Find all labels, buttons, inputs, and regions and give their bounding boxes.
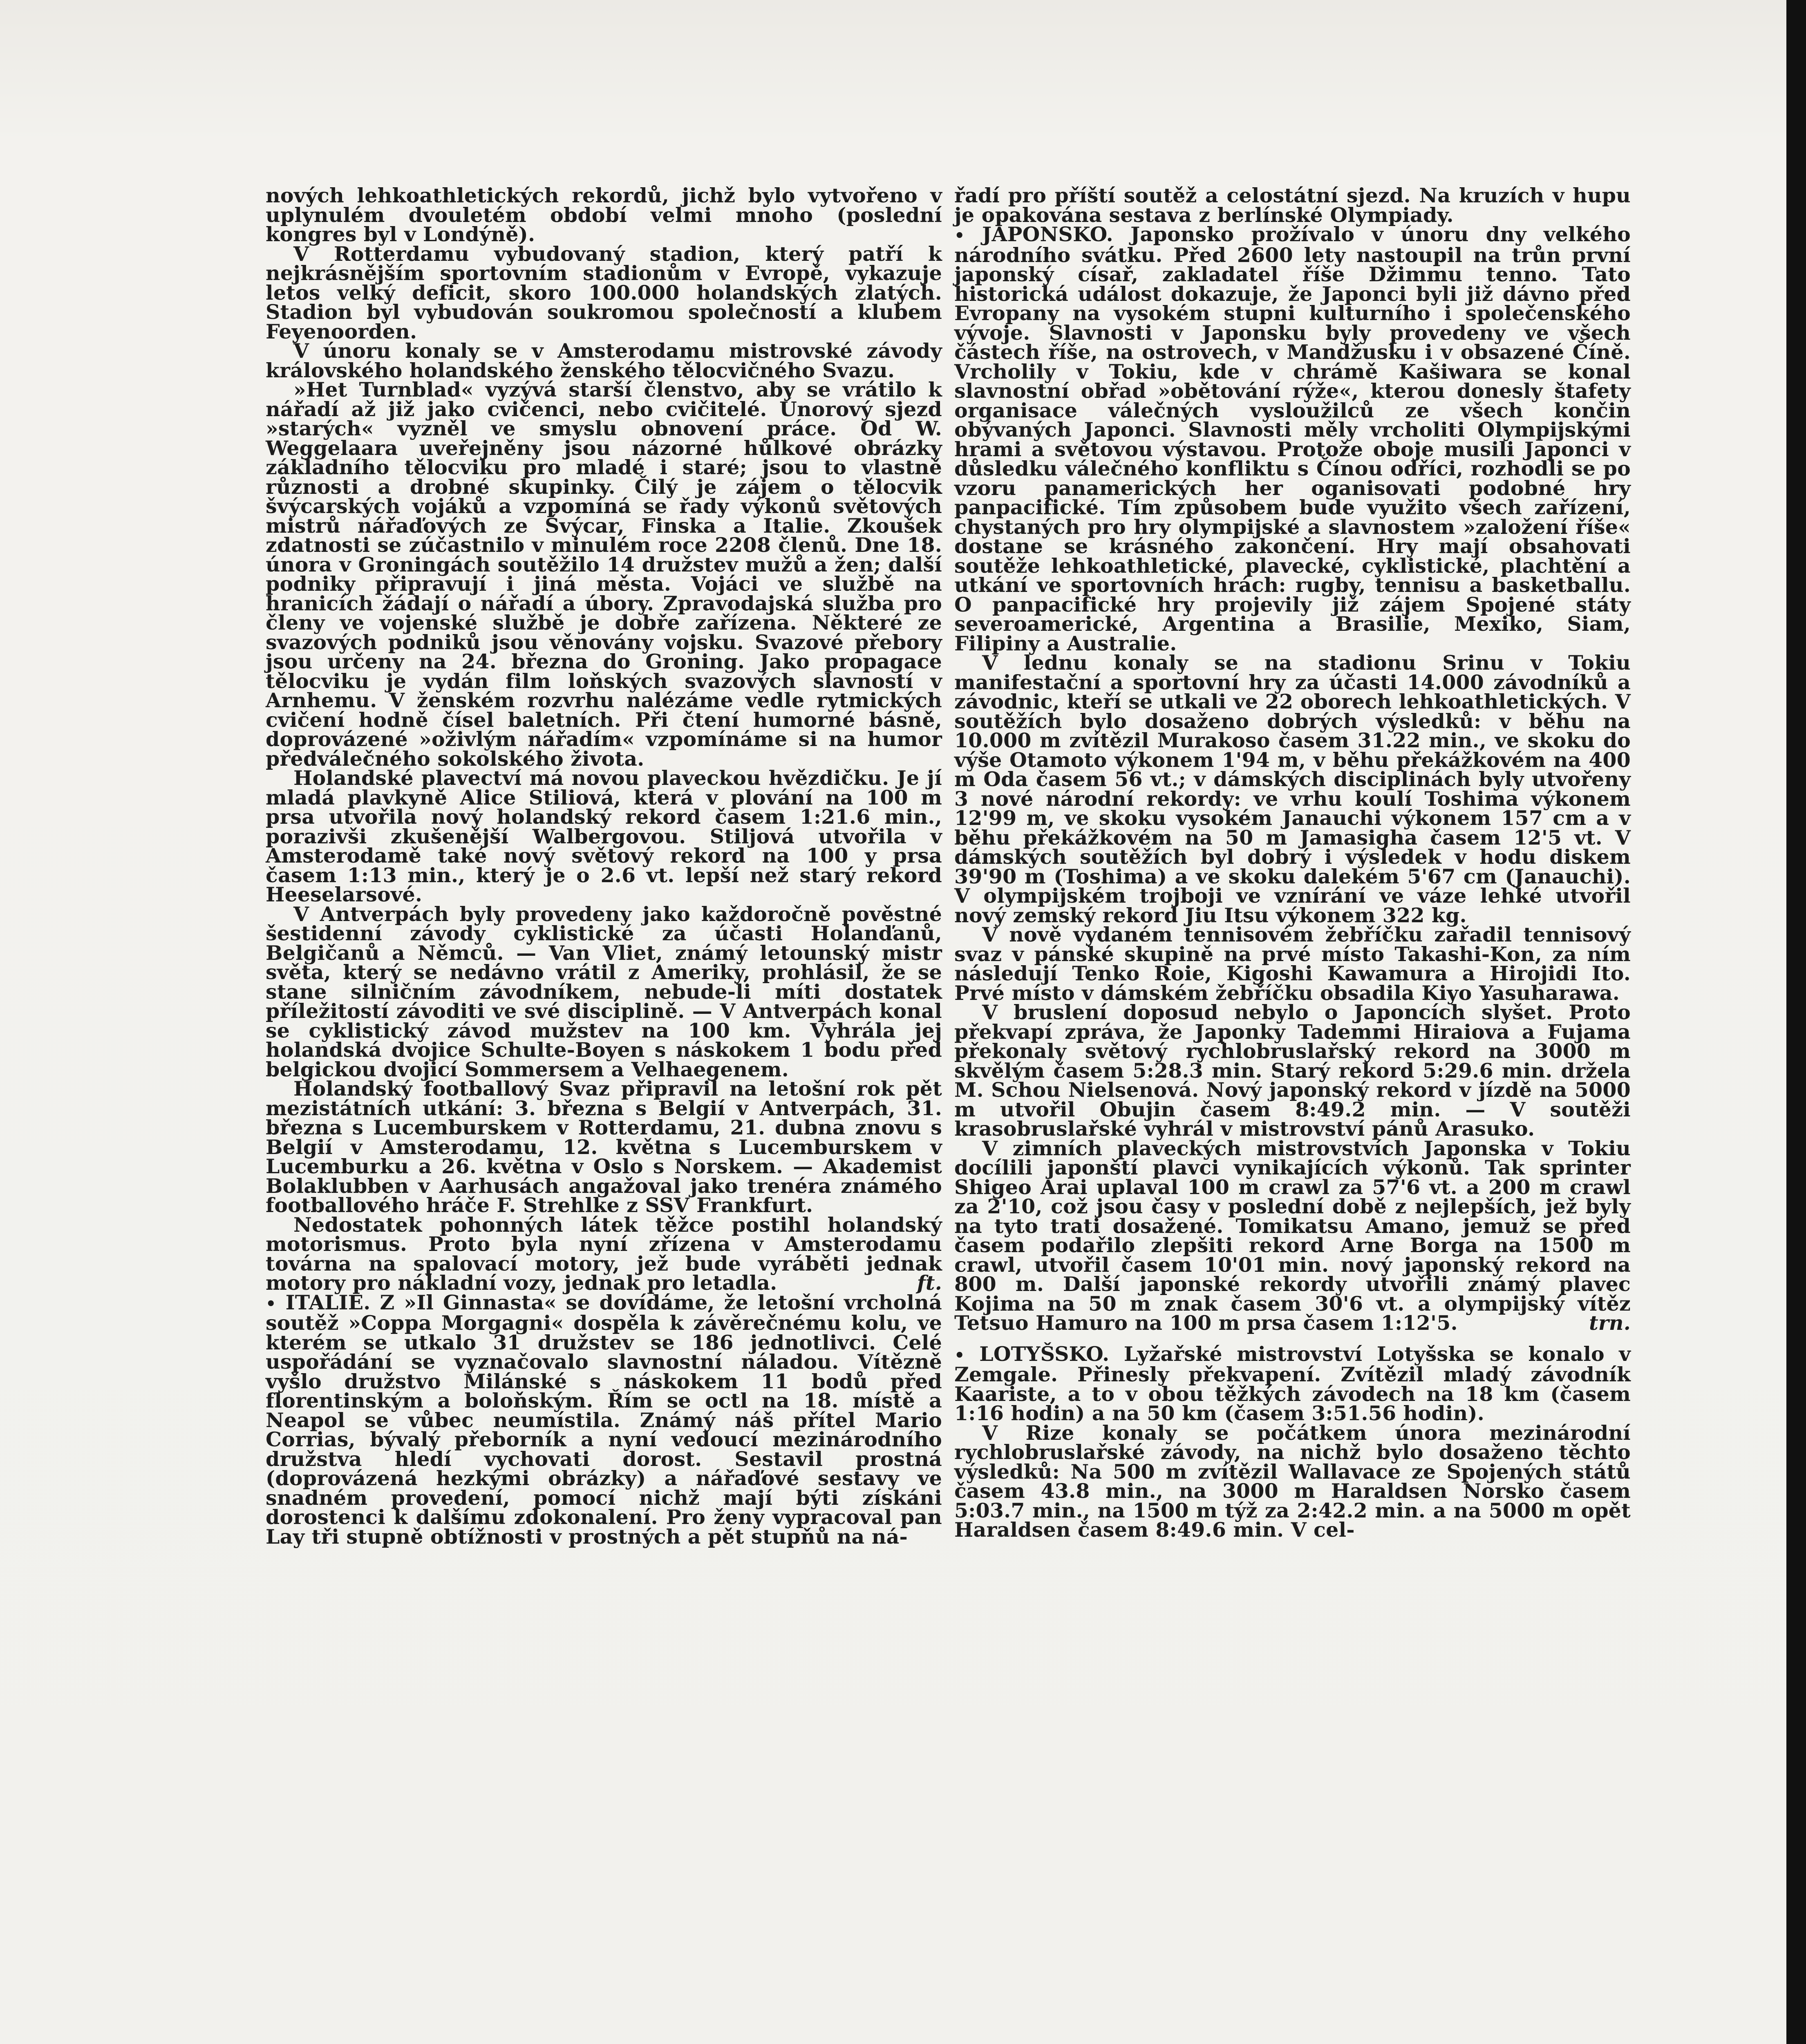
section-latvia [954, 1342, 1631, 1425]
bullet-icon: • [954, 226, 965, 245]
section-japan [954, 222, 1631, 655]
paragraph: V únoru konaly se v Amsterodamu mistrovské závody královského holandského ženského tělocvičného Svazu. [266, 339, 942, 382]
paragraph: Holandský footballový Svaz připravil na letošní rok pět mezistátních utkání: 3. března s Belgií v Antverpách, 31. března s Lucemburskem v Rotterdamu, 21. dubna znovu s Belgií v Amsterodamu, 12. května s Lucemburskem v Lucemburku a 26. května v Oslo s Norskem. — Akademist Bolaklubben v Aarhusách angažoval jako trenéra známého footballového hráče F. Strehlke z SSV Frankfurt. [266, 1077, 942, 1217]
left-column [266, 184, 942, 1549]
scan-edge [1786, 0, 1806, 2044]
section-label: LOTYŠSKO. [979, 1342, 1110, 1366]
paragraph: V Rize konaly se počátkem února mezinárodní rychlobruslařské závody, na nichž bylo dosaženo těchto výsledků: Na 500 m zvítězil Wallavace ze Spojených států časem 43.8 min., na 3000 m Haraldsen Norsko časem 5:03.7 min., na 1500 m týž za 2:42.2 min. a na 5000 m opět Haraldsen časem 8:49.6 min. V cel- [954, 1421, 1631, 1542]
paragraph: V lednu konaly se na stadionu Srinu v Tokiu manifestační a sportovní hry za účasti 14.000 závodníků a závodnic, kteří se utkali ve 22 oborech lehkoathletických. V soutěžích bylo dosaženo dobrých výsledků: v běhu na 10.000 m zvítězil Murakoso časem 31.22 min., ve skoku do výše Otamoto výkonem 1'94 m, v běhu překážkovém na 400 m Oda časem 56 vt.; v dámských disciplinách byly utvořeny 3 nové národní rekordy: ve vrhu koulí Toshima výkonem 12'99 m, ve skoku vysokém Janauchi výkonem 157 cm a v běhu překážkovém na 50 m Jamasigha časem 12'5 vt. V dámských soutěžích byl dobrý i výsledek v hodu diskem 39'90 m (Toshima) a ve skoku dalekém 5'67 cm (Janauchi). V olympijském trojboji ve vznírání ve váze lehké utvořil nový zemský rekord Jiu Itsu výkonem 322 kg. [954, 651, 1631, 927]
paragraph: V Antverpách byly provedeny jako každoročně pověstné šestidenní závody cyklistické za účasti Holanďanů, Belgičanů a Němců. — Van Vliet, známý letounský mistr světa, který se nedávno vrátil z Ameriky, prohlásil, že se stane silničním závodníkem, nebude-li míti dostatek příležitostí závoditi ve své disciplině. — V Antverpách konal se cyklistický závod mužstev na 100 km. Vyhrála jej holandská dvojice Schulte-Boyen s náskokem 1 bodu před belgickou dvojicí Sommersem a Velhaegenem. [266, 902, 942, 1081]
paragraph: řadí pro příští soutěž a celostátní sjezd. Na kruzích v hupu je opakována sestava z berlínské Olympiady. [954, 184, 1631, 227]
paragraph: V nově vydaném tennisovém žebříčku zařadil tennisový svaz v pánské skupině na prvé místo Takashi-Kon, za ním následují Tenko Roie, Kigoshi Kawamura a Hirojidi Ito. Prvé místo v dámském žebříčku obsadila Kiyo Yasuharawa. [954, 923, 1631, 1005]
paragraph [266, 1215, 942, 1293]
paragraph-text: V zimních plaveckých mistrovstvích Japonska v Tokiu docílili japonští plavci vynikajících výkonů. Tak sprinter Shigeo Arai uplaval 100 m crawl za 57'6 vt. a 200 m crawl za 2'10, což jsou časy v poslední době z nejlepších, jež byly na tyto trati dosažené. Tomikatsu Amano, jemuž se před časem podařilo zlepšiti rekord Arne Borga na 1500 m crawl, utvořil časem 10'01 min. nový japonský rekord na 800 m. Další japonské rekordy utvořili známý plavec Kojima na 50 m znak časem 30'6 vt. a olympijský vítěz Tetsuo Hamuro na 100 m prsa časem 1:12'5. [954, 1136, 1631, 1335]
paragraph: V bruslení doposud nebylo o Japoncích slyšet. Proto překvapí zpráva, že Japonky Tademmi Hiraiova a Fujama překonaly světový rychlobruslařský rekord na 3000 m skvělým časem 5:28.3 min. Starý rekord 5:29.6 min. držela M. Schou Nielsenová. Nový japonský rekord v jízdě na 5000 m utvořil Obujin časem 8:49.2 min. — V soutěži krasobruslařské vyhrál v mistrovství pánů Arasuko. [954, 1000, 1631, 1141]
section-text: Lyžařské mistrovství Lotyšska se konalo v Zemgale. Přinesly překvapení. Zvítězil mladý závodník Kaariste, a to v obou těžkých závodech na 18 km (časem 1:16 hodin) a na 50 km (časem 3:51.56 hodin). [954, 1342, 1631, 1425]
section-label: JAPONSKO. [982, 222, 1113, 246]
paragraph: »Het Turnblad« vyzývá starší členstvo, aby se vrátilo k nářadí až již jako cvičenci, nebo cvičitelé. Únorový sjezd »starých« vyzněl ve smyslu obnovení práce. Od W. Weggelaara uveřejněny jsou názorné hůlkové obrázky základního tělocviku pro mladé i staré; jsou to vlastně různosti a drobné skupinky. Čilý je zájem o tělocvik švýcarských vojáků a vzpomíná se řady výkonů světových mistrů nářaďových ze Švýcar, Finska a Italie. Zkoušek zdatnosti se zúčastnilo v minulém roce 2208 členů. Dne 18. února v Groningách soutěžilo 14 družstev mužů a žen; další podniky připravují i jiná města. Vojáci ve službě na hranicích žádají o nářadí a úbory. Zpravodajská služba pro členy ve vojenské službě je dobře zařízena. Některé ze svazových podniků jsou věnovány vojsku. Svazové přebory jsou určeny na 24. března do Groning. Jako propagace tělocviku je vydán film loňských svazových slavností v Arnhemu. V ženském rozvrhu nalézáme vedle rytmických cvičení hodně čísel baletních. Při čtení humorné básně, doprovázené »oživlým nářadím« vzpomínáme si na humor předválečného sokolského života. [266, 378, 942, 771]
section-text: Z »Il Ginnasta« se dovídáme, že letošní vrcholná soutěž »Coppa Morgagni« dospěla k závěrečnému kolu, ve kterém se utkalo 31 družstev se 186 jednotlivci. Celé uspořádání se vyznačovalo slavnostní náladou. Vítězně vyšlo družstvo Milánské s náskokem 11 bodů před florentinským a boloňským. Řím se octl na 18. místě a Neapol se vůbec neumístila. Známý náš přítel Mario Corrias, bývalý přeborník a nyní vedoucí mezinárodního družstva hledí vychovati dorost. Sestavil prostná (doprovázená hezkými obrázky) a nářaďové sestavy ve snadném provedení, pomocí nichž mají býti získáni dorostenci k dalšímu zdokonalení. Pro ženy vypracoval pan Lay tři stupně obtížnosti v prostných a pět stupňů na ná- [266, 1290, 942, 1549]
bullet-icon: • [954, 1345, 965, 1365]
author-signature: ft. [917, 1271, 942, 1295]
paragraph: Holandské plavectví má novou plaveckou hvězdičku. Je jí mladá plavkyně Alice Stiliová, která v plování na 100 m prsa utvořila nový holandský rekord časem 1:21.6 min., porazivši zkušenější Walbergovou. Stiljová utvořila v Amsterodamě také nový světový rekord na 100 y prsa časem 1:13 min., který je o 2.6 vt. lepší než starý rekord Heeselarsové. [266, 766, 942, 906]
paragraph: nových lehkoathletických rekordů, jichž bylo vytvořeno v uplynulém dvouletém období velmi mnoho (poslední kongres byl v Londýně). [266, 184, 942, 246]
right-column [954, 186, 1631, 1540]
section-label: ITALIE. [285, 1290, 371, 1314]
paragraph [954, 1136, 1631, 1335]
author-signature: trn. [1589, 1311, 1631, 1335]
paragraph: V Rotterdamu vybudovaný stadion, který patří k nejkrásnějším sportovním stadionům v Evropě, vykazuje letos velký deficit, skoro 100.000 holandských zlatých. Stadion byl vybudován soukromou společností a klubem Feyenoorden. [266, 242, 942, 343]
bullet-icon: • [266, 1294, 276, 1313]
paragraph-text: Nedostatek pohonných látek těžce postihl holandský motorismus. Proto byla nyní zřízena v Amsterodamu továrna na spalovací motory, jež bude vyráběti jednak motory pro nákladní vozy, jednak pro letadla. [266, 1213, 942, 1295]
section-text: Japonsko prožívalo v únoru dny velkého národního svátku. Před 2600 lety nastoupil na trůn první japonský císař, zakladatel říše Džimmu tenno. Tato historická událost dokazuje, že Japonci byli již dávno před Evropany na vysokém stupni kulturního i společenského vývoje. Slavnosti v Japonsku byly provedeny ve všech částech říše, na ostrovech, v Mandžusku i v obsazené Číně. Vrcholily v Tokiu, kde v chrámě Kašiwara se konal slavnostní obřad »obětování rýže«, kterou donesly štafety organisace válečných vysloužilců ze všech končin obývaných Japonci. Slavnosti měly vrcholiti Olympijskými hrami a světovou výstavou. Protože oboje musili Japonci v důsledku válečného konfliktu s Čínou odříci, rozhodli se po vzoru panamerických her oganisovati podobné hry panpacifické. Tím způsobem bude využito všech zařízení, chystaných pro hry olympijské a slavnostem »založení říše« dostane se krásného zakončení. Hry mají obsahovati soutěže lehkoathletické, plavecké, cyklistické, plachtění a utkání ve sportovních hrách: rugby, tennisu a basketballu. O panpacifické hry projevily již zájem Spojené státy severoamerické, Argentina a Brasilie, Mexiko, Siam, Filipiny a Australie. [954, 222, 1631, 655]
section-italy [266, 1290, 942, 1549]
